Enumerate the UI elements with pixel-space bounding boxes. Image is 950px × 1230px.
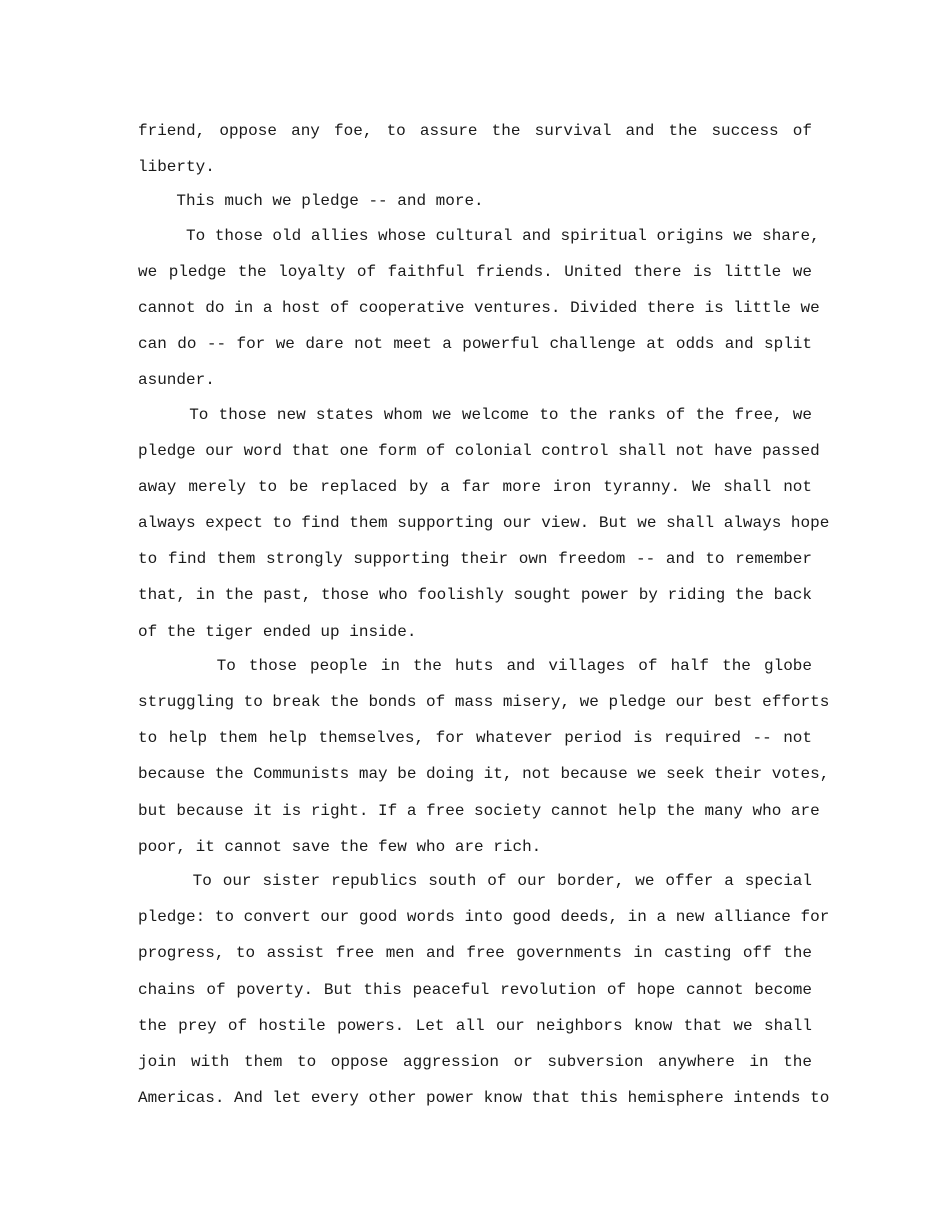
text-line: To those new states whom we welcome to the ranks of the free, we [138, 405, 812, 424]
text-line: To our sister republics south of our border, we offer a special [138, 871, 812, 890]
text-line: progress, to assist free men and free governments in casting off the [138, 944, 812, 963]
text-line: of the tiger ended up inside. [138, 622, 417, 641]
text-line: friend, oppose any foe, to assure the survival and the success of [138, 122, 812, 140]
text-line: to find them strongly supporting their own freedom -- and to remember [138, 550, 812, 569]
text-line: but because it is right. If a free society cannot help the many who are [138, 801, 820, 820]
paragraph [138, 113, 812, 185]
paragraph [138, 218, 820, 399]
text-line: the prey of hostile powers. Let all our neighbors know that we shall [138, 1016, 812, 1035]
paragraph [138, 863, 830, 1116]
document-body [138, 113, 830, 1116]
text-line: join with them to oppose aggression or subversion anywhere in the [138, 1052, 812, 1071]
paragraph [138, 648, 830, 865]
text-line: we pledge the loyalty of faithful friends. United there is little we [138, 262, 812, 281]
text-line: cannot do in a host of cooperative ventures. Divided there is little we [138, 298, 820, 317]
text-line: because the Communists may be doing it, not because we seek their votes, [138, 765, 830, 784]
text-line: asunder. [138, 371, 215, 390]
text-line: To those old allies whose cultural and spiritual origins we share, [138, 226, 820, 245]
text-line: This much we pledge -- and more. [138, 192, 484, 211]
text-line: pledge our word that one form of colonial control shall not have passed [138, 441, 820, 460]
text-line: that, in the past, those who foolishly sought power by riding the back [138, 586, 812, 605]
paragraph [138, 183, 812, 219]
text-line: always expect to find them supporting our view. But we shall always hope [138, 514, 830, 533]
text-line: liberty. [138, 158, 215, 177]
paragraph [138, 397, 830, 650]
text-line: pledge: to convert our good words into good deeds, in a new alliance for [138, 908, 830, 927]
text-line: to help them help themselves, for whatever period is required -- not [138, 729, 812, 748]
text-line: can do -- for we dare not meet a powerful challenge at odds and split [138, 335, 812, 354]
text-line: chains of poverty. But this peaceful revolution of hope cannot become [138, 980, 812, 999]
text-line: Americas. And let every other power know that this hemisphere intends to [138, 1089, 830, 1108]
text-line: struggling to break the bonds of mass misery, we pledge our best efforts [138, 693, 830, 711]
text-line: To those people in the huts and villages of half the globe [138, 656, 812, 675]
text-line: away merely to be replaced by a far more iron tyranny. We shall not [138, 477, 812, 496]
text-line: poor, it cannot save the few who are rich. [138, 837, 542, 856]
